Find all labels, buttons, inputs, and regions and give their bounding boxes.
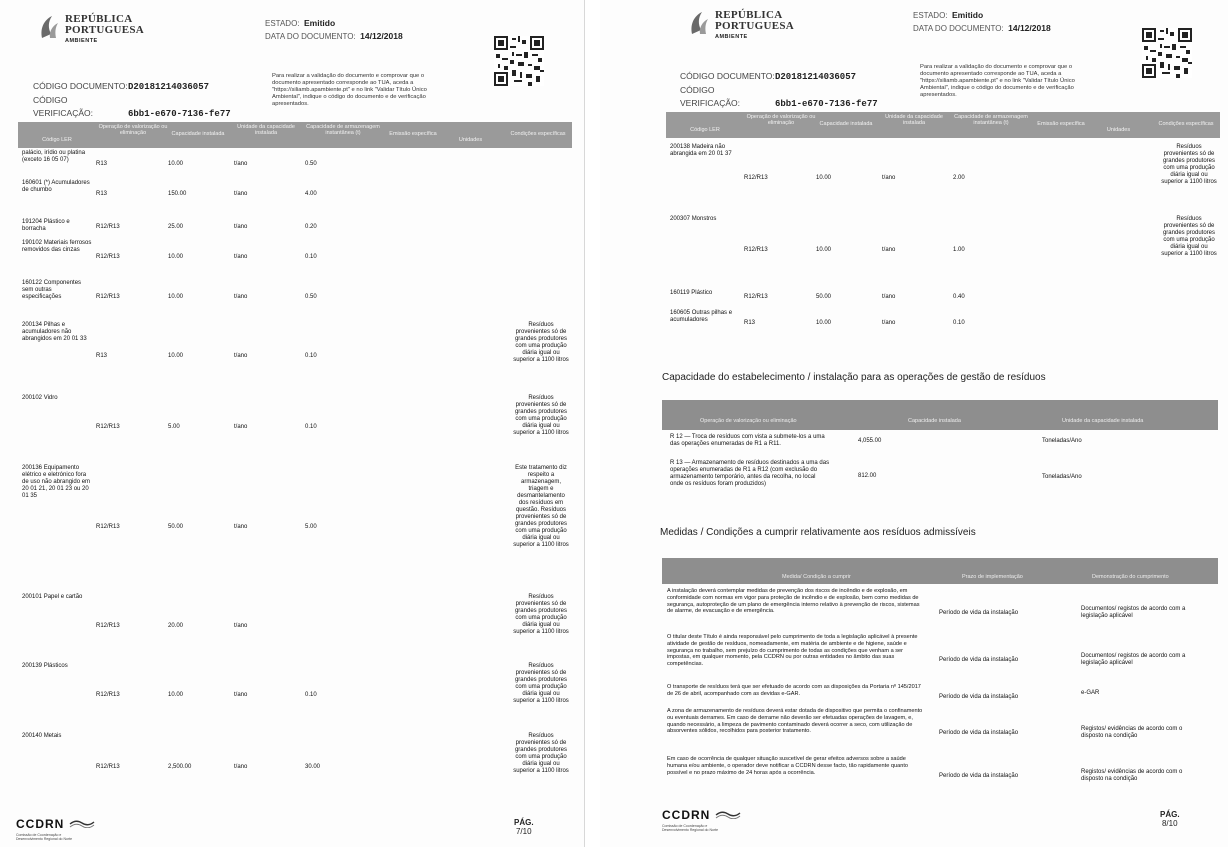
cell-prazo: Período de vida da instalação [939,610,1019,616]
cell-code: 200134 Pilhas e acumuladores não abrangidos em 20 01 33 [22,322,87,342]
cap-th-operacao: Operação de valorização ou eliminação [700,418,797,424]
cell-cap: 2,500.00 [168,764,192,770]
cell-demo: e-GAR [1081,690,1100,696]
cell-arm: 0.10 [953,320,965,326]
th-unidade-cap: Unidade da capacidade instalada [237,124,295,136]
validation-instructions: Para realizar a validação do documento e comprovar que o documento apresentado corresponde ao TUA, aceda a "https://siliamb.apambiente.pt" e no link "Validar Título Único Ambiental", indique o código do documento e de verificação apresentados. [920,64,1075,98]
th-emissao: Emissão específica [389,131,437,137]
th-armazenagem: Capacidade de armazenagem instantânea (t) [306,124,380,136]
cell-cap: 10.00 [168,254,184,260]
cell-arm: 0.10 [305,692,317,698]
cell-op: R13 [744,320,756,326]
cell-medida: A instalação deverá contemplar medidas de prevenção dos riscos de incêndio e de explosão, em conformidade com normas em vigor para proteção de incêndio e de explosão, bem como medidas de segurança, autoproteção de um plano de emergência interno relativo à prevenção de riscos, sistemas de alarme, de evacuação e de emergência. [667,588,920,615]
codigo-ver-label: CÓDIGO VERIFICAÇÃO: [33,95,93,118]
cell-cap: 10.00 [816,175,832,181]
ccdrn-wave-icon [69,818,95,828]
cell-code: 200138 Madeira não abrangida em 20 01 37 [670,144,732,157]
cell-demo: Registos/ evidências de acordo com o disposto na condição [1081,769,1183,782]
ccdrn-wave-icon [715,809,741,819]
table-row [667,756,1217,790]
th-condicoes: Condições específicas [1158,121,1214,127]
logo-line-republica: REPÚBLICA [715,9,783,21]
th-capacidade: Capacidade instalada [819,121,873,127]
cell-arm: 0.10 [305,424,317,430]
cell-cond: Resíduos provenientes só de grandes produtores com uma produção diária igual ou superior a 1100 litros [513,395,569,436]
codigo-doc-label: CÓDIGO DOCUMENTO: [33,81,128,91]
table-row [22,150,582,180]
cell-op: R12/R13 [96,623,120,629]
cell-cap: 10.00 [168,161,184,167]
page-number-left [514,818,534,836]
th-operacao: Operação de valorização ou eliminação [746,114,816,126]
cell-op: R12/R13 [96,424,120,430]
ccdrn-logo [662,806,741,832]
data-value: 14/12/2018 [360,31,403,41]
cell-medida: O transporte de resíduos terá que ser efetuado de acordo com as disposições da Portaria nº 145/2017 de 26 de abril, acompanhado com as devidas e-GAR. [667,684,921,697]
table-row [22,465,582,590]
page-number-value: 8/10 [1161,819,1178,828]
cell-op: R12/R13 [96,294,120,300]
cell-prazo: Período de vida da instalação [939,730,1019,736]
cell-cap: 10.00 [816,247,832,253]
cell-arm: 0.50 [305,161,317,167]
med-th-medida: Medida/ Condição a cumprir [782,574,851,580]
table-row [670,290,1228,306]
codigo-doc-label: CÓDIGO DOCUMENTO: [680,71,775,81]
capacidade-table-header [662,400,1218,430]
cell-cap: 150.00 [168,191,187,197]
cell-cond: Resíduos provenientes só de grandes produtores com uma produção diária igual ou superior a 1100 litros [1161,216,1217,257]
th-emissao: Emissão específica [1037,121,1085,127]
codigo-doc-value: D20181214036057 [128,82,210,92]
cell-unit: t/ano [234,524,248,530]
document-page-7 [0,0,585,847]
cell-code: 200139 Plásticos [22,663,68,669]
cell-arm: 30.00 [305,764,321,770]
cell-unit: t/ano [882,247,896,253]
cell-op: R13 [96,161,108,167]
document-status [913,9,1051,35]
estado-label: ESTADO: [265,19,300,28]
cell-demo: Registos/ evidências de acordo com o disposto na condição [1081,726,1183,739]
cell-arm: 0.40 [953,294,965,300]
republica-logo [38,14,144,47]
page-number-value: 7/10 [515,827,532,836]
cell-cap: 5.00 [168,424,180,430]
cell-op: R12/R13 [96,764,120,770]
cell-cond: Resíduos provenientes só de grandes produtores com uma produção diária igual ou superior a 1100 litros [513,663,569,704]
codigo-ver-value: 6bb1-e670-7136-fe77 [128,109,231,119]
medidas-section-title: Medidas / Condições a cumprir relativamente aos resíduos admissíveis [660,527,976,538]
data-label: DATA DO DOCUMENTO: [265,32,356,41]
table-row [22,280,582,316]
table-row [22,219,582,237]
cell-op: R12/R13 [96,692,120,698]
cell-demo: Documentos/ registos de acordo com a legislação aplicável [1081,653,1186,666]
logo-line-portuguesa: PORTUGUESA [65,24,145,36]
cell-unit: t/ano [234,191,248,197]
cell-code: 160119 Plástico [670,290,713,296]
cell-unit: t/ano [234,353,248,359]
cell-arm: 0.50 [305,294,317,300]
ccdrn-logo-text: CCDRN [662,808,711,822]
logo-line-ambiente: AMBIENTE [65,38,98,44]
cell-cap: 25.00 [168,224,184,230]
th-condicoes: Condições específicas [510,131,566,137]
table-row [667,588,1217,632]
cell-op: R12/R13 [96,224,120,230]
cell-cap: 10.00 [816,320,832,326]
cell-unit: t/ano [882,320,896,326]
cell-arm: 0.20 [305,224,317,230]
qr-code-icon [1142,28,1192,78]
cell-unit: Toneladas/Ano [1042,474,1082,480]
cell-code: 200102 Vidro [22,395,58,401]
table-row [22,240,582,276]
cell-medida: Em caso de ocorrência de qualquer situação suscetível de gerar efeitos adversos sobre a saúde humana e/ou ambiente, o operador deve notificar a CCDRN desse facto, tão rapidamente quanto possível e no prazo máximo de 24 horas após a ocorrência. [667,756,908,776]
cell-cap: 50.00 [816,294,832,300]
ccdrn-subtitle: Comissão de Coordenação e Desenvolvimento Regional do Norte [662,824,719,832]
th-unidades: Unidades [458,137,483,143]
table-row [670,144,1228,214]
table-row [22,733,582,803]
cell-arm: 5.00 [305,524,317,530]
capacidade-section-title: Capacidade do estabelecimento / instalação para as operações de gestão de resíduos [662,372,1046,383]
cell-code: 200140 Metais [22,733,62,739]
cell-code: 160605 Outras pilhas e acumuladores [670,310,733,323]
table-row [22,663,582,729]
estado-value: Emitido [951,10,984,20]
validation-instructions: Para realizar a validação do documento e comprovar que o documento apresentado corresponde ao TUA, aceda a "https://siliamb.apambiente.pt" e no link "Validar Título Único Ambiental", indique o código do documento e de verificação apresentados. [272,73,427,107]
republica-emblem-icon [688,10,710,36]
cell-code: 200136 Equipamento elétrico e eletrónico fora de uso não abrangido em 20 01 21, 20 01 23 ou 20 01 35 [22,465,91,499]
cell-unit: t/ano [234,623,248,629]
cell-cond: Resíduos provenientes só de grandes produtores com uma produção diária igual ou superior a 1100 litros [513,322,569,363]
cell-unit: t/ano [234,424,248,430]
cell-medida: O titular deste Título é ainda responsável pelo cumprimento de toda a legislação aplicável à presente atividade de gestão de resíduos, nomeadamente, em matéria de ambiente e de higiene, saúde e segurança no trabalho, sem prejuízo do cumprimento de todas as condições que venham a ser impostas, em qualquer momento, pela CCDRN ou por outras entidades no âmbito das suas competências. [667,634,918,668]
cell-unit: t/ano [234,294,248,300]
cell-arm: 0.10 [305,254,317,260]
cap-th-capacidade: Capacidade instalada [908,418,961,424]
cap-th-unidade: Unidade da capacidade instalada [1062,418,1144,424]
document-codes [33,80,231,121]
cell-cap: 10.00 [168,294,184,300]
table-row [667,684,1217,704]
th-unidades: Unidades [1106,127,1131,133]
cell-unit: t/ano [234,254,248,260]
table-row [22,180,582,210]
th-unidade-cap: Unidade da capacidade instalada [885,114,943,126]
cell-arm: 4.00 [305,191,317,197]
cell-code: 200101 Papel e cartão [22,594,83,600]
cell-cond: Resíduos provenientes só de grandes produtores com uma produção diária igual ou superior a 1100 litros [513,733,569,774]
table-row [670,460,1210,492]
cell-op: R 13 — Armazenamento de resíduos destinados a uma das operações enumeradas de R1 a R12 (com exclusão do armazenamento temporário, antes da recolha, no local onde os resíduos foram produzidos) [670,460,830,487]
estado-value: Emitido [303,18,336,28]
estado-label: ESTADO: [913,11,948,20]
cell-cond: Resíduos provenientes só de grandes produtores com uma produção diária igual ou superior a 1100 litros [1161,144,1217,185]
th-codigo: Código LER [690,127,720,133]
data-value: 14/12/2018 [1008,23,1051,33]
page-number-right [1160,810,1180,828]
cell-code: 160601 (*) Acumuladores de chumbo [22,180,90,193]
cell-arm: 2.00 [953,175,965,181]
document-page-8 [600,0,1228,847]
med-th-prazo: Prazo de implementação [962,574,1023,580]
med-th-demo: Demonstração do cumprimento [1092,574,1169,580]
waste-table-header [18,122,572,148]
page-label: PÁG. [514,818,534,827]
th-armazenagem: Capacidade de armazenagem instantânea (t) [954,114,1028,126]
qr-code-icon [494,36,544,86]
ccdrn-logo-text: CCDRN [16,817,65,831]
cell-unit: t/ano [234,692,248,698]
document-status [265,17,403,43]
document-codes [680,70,878,111]
cell-cap: 10.00 [168,692,184,698]
cell-prazo: Período de vida da instalação [939,694,1019,700]
th-operacao: Operação de valorização ou eliminação [98,124,168,136]
th-codigo: Código LER [42,137,72,143]
cell-unit: Toneladas/Ano [1042,438,1082,444]
cell-cap: 4,055.00 [858,438,882,444]
cell-op: R12/R13 [96,524,120,530]
cell-code: 190102 Materiais ferrosos removidos das cinzas [22,240,92,253]
cell-cap: 10.00 [168,353,184,359]
cell-op: R12/R13 [744,175,768,181]
table-row [22,395,582,461]
th-capacidade: Capacidade instalada [171,131,225,137]
medidas-table-header [662,558,1218,584]
cell-unit: t/ano [882,294,896,300]
logo-line-portuguesa: PORTUGUESA [715,20,795,32]
cell-unit: t/ano [234,224,248,230]
cell-prazo: Período de vida da instalação [939,657,1019,663]
table-row [667,634,1217,680]
cell-arm: 1.00 [953,247,965,253]
cell-code: palácio, irídio ou platina (exceto 16 05 07) [22,150,86,163]
cell-unit: t/ano [882,175,896,181]
republica-emblem-icon [38,14,60,40]
cell-code: 160122 Componentes sem outras especificações [22,280,82,300]
cell-demo: Documentos/ registos de acordo com a legislação aplicável [1081,606,1186,619]
table-row [22,322,582,392]
table-row [670,310,1228,338]
cell-op: R13 [96,353,108,359]
cell-unit: t/ano [234,764,248,770]
logo-line-ambiente: AMBIENTE [715,34,748,40]
cell-arm: 0.10 [305,353,317,359]
data-label: DATA DO DOCUMENTO: [913,24,1004,33]
cell-op: R12/R13 [744,294,768,300]
logo-line-republica: REPÚBLICA [65,13,133,25]
cell-op: R13 [96,191,108,197]
cell-code: 191204 Plástico e borracha [22,219,70,232]
cell-cap: 50.00 [168,524,184,530]
cell-cap: 812.00 [858,473,877,479]
ccdrn-subtitle: Comissão de Coordenação e Desenvolvimento Regional do Norte [16,833,73,841]
cell-unit: t/ano [234,161,248,167]
cell-op: R12/R13 [96,254,120,260]
cell-medida: A zona de armazenamento de resíduos deverá estar dotada de dispositivo que permita o confinamento ou eventuais derrames. Em caso de derrame não deverão ser efetuadas operações de lavagem, e, quando necessário, a limpeza de pavimento contaminado deverá ocorrer a seco, com utilização de absorventes sólidos, recolhidos para posterior tratamento. [667,708,923,735]
cell-prazo: Período de vida da instalação [939,773,1019,779]
codigo-doc-value: D20181214036057 [775,72,857,82]
cell-cond: Este tratamento diz respeito a armazenagem, triagem e desmantelamento dos resíduos em questão. Resíduos provenientes só de grandes produtores com uma produção diária igual ou superior a 1100 litros [513,465,569,548]
codigo-ver-label: CÓDIGO VERIFICAÇÃO: [680,85,740,108]
cell-cond: Resíduos provenientes só de grandes produtores com uma produção diária igual ou superior a 1100 litros [513,594,569,635]
codigo-ver-value: 6bb1-e670-7136-fe77 [775,99,878,109]
cell-code: 200307 Monstros [670,216,717,222]
table-row [22,594,582,660]
cell-op: R 12 — Troca de resíduos com vista a submete-los a uma das operações enumeradas de R1 a R11. [670,434,825,447]
cell-op: R12/R13 [744,247,768,253]
table-row [670,216,1228,286]
page-label: PÁG. [1160,810,1180,819]
waste-table-header [666,112,1220,138]
ccdrn-logo [16,815,95,841]
republica-logo [688,10,794,43]
table-row [667,708,1217,752]
cell-cap: 20.00 [168,623,184,629]
